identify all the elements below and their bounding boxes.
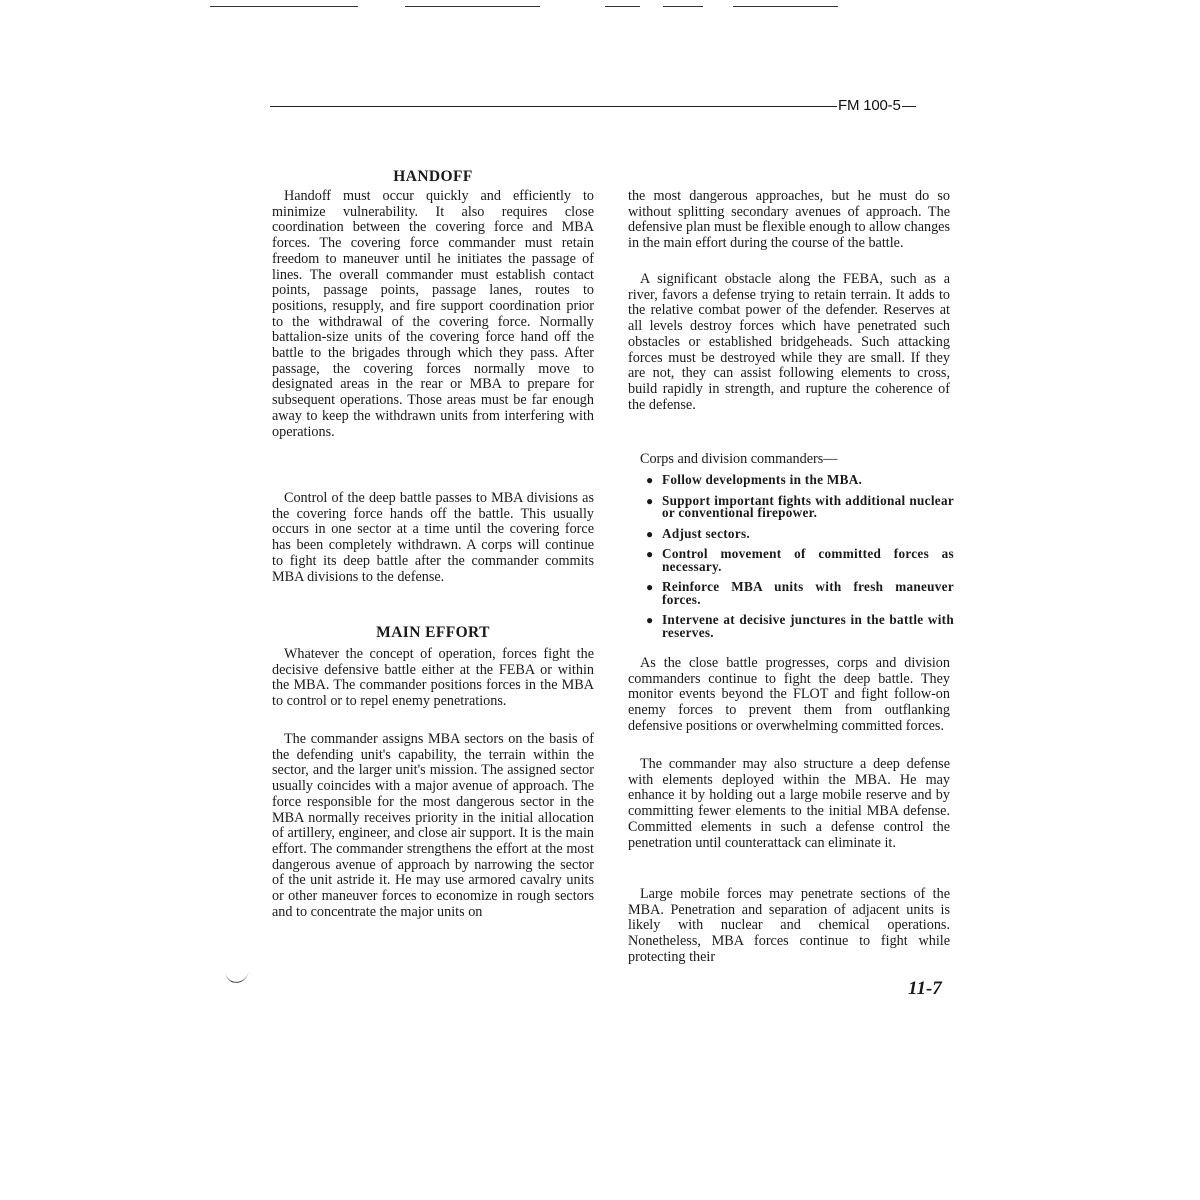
paragraph: Control of the deep battle passes to MBA divisions as the covering force hands off the battle. This usually occurs in one sector at a time until the covering force has been completely withdrawn. A corps will continue to fight its deep battle after the commander commits MBA divisions to the defense. [272, 490, 594, 585]
paragraph: The commander may also structure a deep defense with elements deployed within the MBA. He may enhance it by holding out a large mobile reserve and by committing fewer elements to the initial MBA defense. Committed elements in such a defense control the penetration until counterattack can eliminate it. [628, 756, 950, 851]
list-item: ● Control movement of committed forces as necessary. [646, 546, 954, 574]
manual-id: FM 100-5 [838, 97, 901, 114]
bullet-icon: ● [646, 493, 654, 508]
paragraph: the most dangerous approaches, but he must do so without splitting secondary avenues of approach. The defensive plan must be flexible enough to allow changes in the main effort during the course of the battle. [628, 188, 950, 252]
scan-artifact-line [733, 6, 838, 7]
list-item: ● Follow developments in the MBA. [646, 472, 863, 487]
scan-artifact-line [663, 6, 703, 7]
scan-artifact-mark [225, 969, 248, 984]
paragraph: As the close battle progresses, corps and division commanders continue to fight the deep battle. They monitor events beyond the FLOT and fight follow-on enemy forces to prevent them from outflanking defensive positions or overwhelming committed forces. [628, 655, 950, 734]
list-item: ● Reinforce MBA units with fresh maneuver forces. [646, 579, 954, 607]
bullet-icon: ● [646, 547, 654, 561]
paragraph: Large mobile forces may penetrate sections of the MBA. Penetration and separation of adjacent units is likely with nuclear and chemical operations. Nonetheless, MBA forces continue to fight while protecting their [628, 886, 950, 965]
header-rule [270, 106, 837, 107]
page-number: 11-7 [908, 978, 942, 999]
list-item: ● Intervene at decisive junctures in the battle with reserves. [646, 612, 954, 640]
list-item: ● Support important fights with additional nuclear or conventional firepower. [646, 492, 954, 520]
paragraph: A significant obstacle along the FEBA, such as a river, favors a defense trying to retain terrain. It adds to the relative combat power of the defender. Reserves at all levels destroy forces which have penetrated such obstacles or established bridgeheads. Such attacking forces must be destroyed while they are small. If they are not, they can assist following elements to cross, build rapidly in strength, and rupture the coherence of the defense. [628, 271, 950, 413]
bullet-icon: ● [646, 613, 654, 627]
section-heading-handoff: HANDOFF [393, 168, 473, 185]
bullet-icon: ● [646, 526, 654, 541]
paragraph: Handoff must occur quickly and efficiently to minimize vulnerability. It also requires close coordination between the covering force and MBA forces. The covering force commander must retain freedom to maneuver until he initiates the passage of lines. The overall commander must establish contact points, passage points, passage lanes, routes to positions, resupply, and fire support coordination prior to the withdrawal of the covering force. Normally battalion-size units of the covering force hand off the battle to the brigades through which they pass. After passage, the covering forces normally move to designated areas in the rear or MBA to prepare for subsequent operations. Those areas must be far enough away to keep the withdrawn units from interfering with operations. [272, 188, 594, 440]
paragraph: Whatever the concept of operation, forces fight the decisive defensive battle either at the FEBA or within the MBA. The commander positions forces in the MBA to control or to repel enemy penetrations. [272, 646, 594, 710]
scan-artifact-line [605, 6, 640, 7]
list-item: ● Adjust sectors. [646, 525, 751, 541]
scan-artifact-line [210, 6, 358, 7]
list-intro: Corps and division commanders— [640, 451, 838, 467]
bullet-icon: ● [646, 473, 654, 487]
header-dash [902, 106, 916, 107]
bullet-icon: ● [646, 580, 654, 594]
scan-artifact-line [405, 6, 540, 7]
running-header [838, 97, 916, 114]
section-heading-main-effort: MAIN EFFORT [376, 624, 490, 641]
paragraph: The commander assigns MBA sectors on the basis of the defending unit's capability, the terrain within the sector, and the larger unit's mission. The assigned sector usually coincides with a major avenue of approach. The force responsible for the most dangerous sector in the MBA normally receives priority in the initial allocation of artillery, engineer, and close air support. It is the main effort. The commander strengthens the effort at the most dangerous avenue of approach by narrowing the sector of the unit astride it. He may use armored cavalry units or other maneuver forces to economize in rough sectors and to concentrate the major units on [272, 731, 594, 920]
commander-tasks-list [646, 474, 954, 647]
